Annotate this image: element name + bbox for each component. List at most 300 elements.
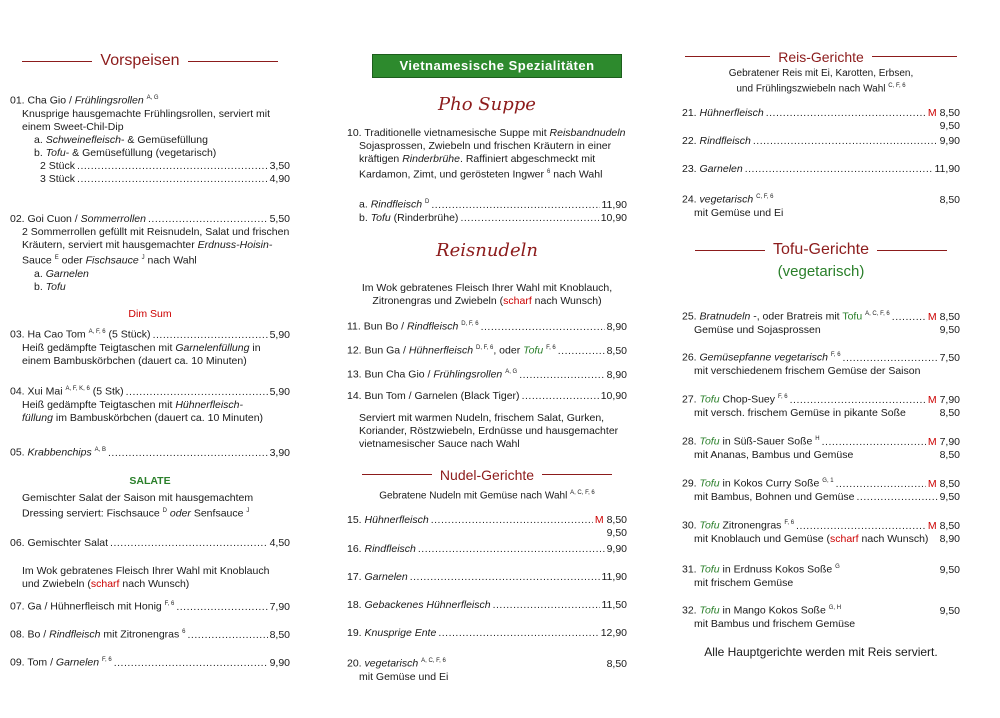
price: 9,90 — [606, 543, 627, 555]
salate-description — [10, 492, 290, 521]
item-name: 04. Xui Mai — [10, 385, 63, 398]
subsection-title-dimsum: Dim Sum — [128, 308, 172, 320]
price-row — [347, 599, 627, 612]
size-label: M — [927, 519, 937, 532]
item-description: Heiß gedämpfte Teigtaschen mit — [22, 341, 176, 354]
price-row — [682, 308, 960, 324]
allergen-codes: A, C, F, 6 — [865, 311, 890, 317]
tofu-subtitle: (vegetarisch) — [777, 263, 865, 280]
menu-item-06 — [10, 537, 290, 550]
item-description: mit frischem Gemüse — [694, 576, 794, 589]
section-title-reisnudeln: Reisnudeln — [436, 240, 538, 261]
item-name-italic: Garnelen — [55, 656, 100, 669]
item-name: 15. — [347, 514, 365, 526]
menu-item-07 — [10, 598, 290, 614]
item-name-italic: Garnelen — [364, 571, 408, 583]
price: 9,50 — [939, 604, 960, 617]
price-row — [10, 326, 290, 342]
item-description: nach Wunsch) — [858, 532, 929, 545]
size-label: M — [927, 310, 937, 323]
tofu-label: Tofu — [699, 477, 720, 490]
price: 8,50 — [939, 310, 960, 323]
item-description: Gemüse und Sojasprossen — [694, 323, 821, 336]
menu-item-23 — [682, 163, 960, 176]
price: 8,50 — [606, 514, 627, 526]
item-name-italic: vegetarisch — [699, 193, 754, 206]
item-description: Heiß gedämpfte Teigtaschen mit — [22, 398, 176, 411]
price-row — [682, 475, 960, 491]
price: 11,90 — [601, 571, 627, 583]
item-description: Kardamon, Zimt, und gerösteten Ingwer — [359, 168, 545, 181]
section-header-vorspeisen — [10, 52, 290, 70]
item-description: nach Wahl — [550, 168, 603, 181]
item-name: Chop-Suey — [719, 393, 776, 406]
item-name-italic: Rindfleisch — [699, 135, 751, 147]
item-qty: (5 Stück) — [105, 328, 151, 341]
allergen-codes: F, 6 — [777, 394, 788, 400]
price: 8,50 — [606, 344, 627, 357]
price: 7,90 — [939, 435, 960, 448]
item-name: in Kokos Curry Soße — [719, 477, 820, 490]
portion-label: 2 Stück — [40, 159, 76, 172]
item-description: Sojasprossen, Zwiebeln und frischen Kräutern in einer — [359, 140, 612, 152]
item-name: 31. — [682, 563, 700, 576]
price: 8,50 — [606, 657, 627, 670]
item-name-italic: Hühnerfleisch — [408, 344, 474, 357]
item-name-italic: Rindfleisch — [406, 320, 459, 333]
wok-description — [10, 565, 290, 591]
item-description-italic: Rinderbrühe — [402, 153, 460, 165]
item-name-italic: Sommerrollen — [80, 213, 146, 225]
item-name: 16. — [347, 543, 365, 555]
divider — [685, 56, 770, 57]
price-row — [347, 390, 627, 403]
item-description: oder — [58, 254, 86, 267]
subsection-title-salate: SALATE — [129, 475, 171, 487]
item-name-italic: Frühlingsrollen — [433, 368, 503, 381]
menu-item-27 — [682, 391, 960, 420]
price-row — [10, 213, 290, 226]
allergen-codes: F, 6 — [164, 601, 175, 607]
menu-item-10 — [347, 127, 627, 182]
allergen-codes: D — [162, 508, 167, 514]
option-name: Tofu — [45, 146, 66, 159]
price-row — [10, 444, 290, 460]
price: 8,50 — [939, 193, 960, 206]
item-name-italic: Rindfleisch — [49, 628, 101, 641]
menu-item-22 — [682, 135, 960, 148]
item-name: 29. — [682, 477, 700, 490]
price-row — [682, 391, 960, 407]
item-name: 05. — [10, 446, 28, 459]
item-name: mit Zitronengras — [100, 628, 180, 641]
allergen-codes: H — [815, 436, 820, 442]
item-description-italic: Garnelenfüllung — [175, 341, 250, 354]
price: 9,50 — [939, 563, 960, 576]
price-row — [347, 571, 627, 584]
menu-item-10-options — [347, 196, 627, 225]
tofu-label: Tofu — [699, 435, 720, 448]
item-description: mit verschiedenem frischem Gemüse der Saison — [694, 364, 921, 377]
item-name: 32. — [682, 604, 700, 617]
item-name: 11. Bun Bo / — [347, 320, 407, 333]
menu-item-19 — [347, 627, 627, 640]
tofu-label: Tofu — [523, 344, 544, 357]
menu-item-05 — [10, 444, 290, 460]
item-name: 12. Bun Ga / — [347, 344, 409, 357]
item-description: in — [249, 341, 261, 354]
item-name: 25. — [682, 310, 700, 323]
price: 3,90 — [269, 446, 290, 459]
item-name: 22. — [682, 135, 700, 147]
item-name: 27. — [682, 393, 700, 406]
item-name: in Mango Kokos Soße — [719, 604, 826, 617]
price-row — [682, 107, 960, 120]
section-title: Tofu-Gerichte — [772, 241, 870, 258]
allergen-codes: A, B — [94, 447, 106, 453]
option-label: b. — [34, 146, 46, 159]
item-name-italic: Gebackenes Hühnerfleisch — [364, 599, 491, 611]
price: 5,90 — [269, 385, 290, 398]
section-subtitle: Gebratene Nudeln mit Gemüse nach Wahl — [379, 490, 568, 502]
price-row — [10, 598, 290, 614]
section-header-nudel — [347, 466, 627, 484]
price: 11,50 — [601, 599, 627, 611]
allergen-codes: A, G — [505, 369, 518, 375]
menu-item-28 — [682, 433, 960, 462]
price-row — [682, 324, 960, 337]
price-large: 9,50 — [939, 490, 960, 503]
option-name: Tofu — [45, 280, 66, 293]
size-label: M — [927, 393, 937, 406]
item-name: 24. — [682, 193, 700, 206]
menu-item-03 — [10, 326, 290, 368]
price: 10,90 — [600, 390, 627, 402]
price-large: 8,90 — [939, 532, 960, 545]
menu-item-09 — [10, 654, 290, 670]
price: 7,90 — [939, 393, 960, 406]
price-row — [682, 433, 960, 449]
spicy-label: scharf — [503, 295, 532, 307]
divider — [22, 61, 92, 62]
item-name-italic: Krabbenchips — [27, 446, 92, 459]
price-row — [10, 537, 290, 550]
menu-item-21 — [682, 107, 960, 133]
price: 8,50 — [939, 107, 960, 119]
item-name-italic: Hühnerfleisch — [699, 107, 764, 119]
item-description: 2 Sommerrollen gefüllt mit Reisnudeln, Salat und frischen — [22, 226, 290, 238]
spicy-label: scharf — [90, 578, 120, 590]
allergen-codes: F, 6 — [102, 657, 112, 663]
item-description: Im Wok gebratenes Fleisch Ihrer Wahl mit Knoblauch — [22, 565, 270, 577]
option-label: b. — [34, 280, 46, 293]
allergen-codes: A, C, F, 6 — [421, 658, 446, 664]
footer-note: Alle Hauptgerichte werden mit Reis serviert. — [704, 645, 938, 659]
item-description: mit Bambus und frischem Gemüse — [694, 617, 856, 630]
price-row — [682, 163, 960, 176]
item-name-italic: Knusprige Ente — [364, 627, 437, 639]
item-name-italic: Hühnerfleisch — [364, 514, 429, 526]
menu-item-13 — [347, 366, 627, 382]
tofu-label: Tofu — [699, 393, 720, 406]
item-name: 18. — [347, 599, 365, 611]
item-name: 30. — [682, 519, 700, 532]
menu-item-20 — [347, 655, 627, 684]
menu-item-15 — [347, 514, 627, 540]
price: 11,90 — [934, 163, 960, 175]
menu-item-18 — [347, 599, 627, 612]
item-description: nach Wahl — [144, 254, 197, 267]
section-title-pho: Pho Suppe — [438, 94, 536, 115]
item-name: 20. — [347, 657, 365, 670]
menu-item-17 — [347, 571, 627, 584]
item-description: nach Wunsch) — [119, 578, 190, 590]
price: 8,50 — [269, 628, 290, 641]
item-description: mit Gemüse und Ei — [359, 670, 449, 683]
tofu-label: Tofu — [699, 563, 720, 576]
price-row — [682, 517, 960, 533]
price-large: 8,50 — [939, 448, 960, 461]
menu-item-25 — [682, 308, 960, 337]
item-name-italic: vegetarisch — [364, 657, 419, 670]
item-name: 28. — [682, 435, 700, 448]
item-description: mit Ananas, Bambus und Gemüse — [694, 448, 854, 461]
price: 5,50 — [269, 213, 290, 225]
divider — [877, 250, 947, 251]
allergen-codes: D, F, 6 — [461, 321, 479, 327]
divider — [188, 61, 278, 62]
allergen-codes: C, F, 6 — [756, 194, 774, 200]
item-name: 06. Gemischter Salat — [10, 537, 109, 549]
spicy-label: scharf — [830, 532, 859, 545]
price: 10,90 — [600, 211, 627, 224]
price-large: 9,50 — [939, 120, 960, 132]
tofu-label: Tofu — [842, 310, 863, 323]
item-description: Serviert mit warmen Nudeln, frischem Salat, Gurken, — [359, 412, 605, 424]
item-description: Gemischter Salat der Saison mit hausgemachtem — [22, 492, 254, 504]
section-title: Reis-Gerichte — [778, 48, 864, 65]
item-description: mit versch. frischem Gemüse in pikante Soße — [694, 406, 906, 419]
divider — [362, 474, 432, 475]
item-description: . Raffiniert abgeschmeckt mit — [460, 153, 596, 165]
price-row — [682, 407, 960, 420]
allergen-codes: C, F, 6 — [888, 83, 906, 89]
allergen-codes: G, H — [828, 605, 842, 611]
item-name: in Erdnuss Kokos Soße — [719, 563, 833, 576]
price: 9,90 — [939, 135, 960, 147]
item-name: 03. Ha Cao Tom — [10, 328, 86, 341]
tofu-label: Tofu — [699, 604, 720, 617]
item-description: nach Wunsch) — [531, 295, 602, 307]
price-large: 9,50 — [939, 323, 960, 336]
price: 8,50 — [939, 519, 960, 532]
item-description-italic: Hühnerfleisch- — [175, 398, 244, 411]
item-qty: (5 Stk) — [89, 385, 124, 398]
item-name: , oder — [493, 344, 524, 357]
allergen-codes: 6 — [182, 629, 186, 635]
section-subtitle: und Frühlingszwiebeln nach Wahl — [736, 83, 886, 95]
item-name: 09. Tom / — [10, 656, 56, 669]
menu-item-26 — [682, 349, 960, 378]
item-name-italic: Bratnudeln — [699, 310, 751, 323]
price: 12,90 — [600, 627, 627, 639]
price: 11,90 — [601, 198, 627, 211]
portion-label: 3 Stück — [40, 172, 76, 185]
item-description: 10. Traditionelle vietnamesische Suppe mit — [347, 127, 550, 139]
item-description-italic: oder — [166, 507, 194, 520]
allergen-codes: J — [141, 255, 145, 261]
price-row — [347, 342, 627, 358]
menu-item-01 — [10, 92, 290, 186]
menu-item-02 — [10, 213, 290, 294]
price-row — [10, 160, 290, 173]
item-name: 08. Bo / — [10, 628, 50, 641]
price-row — [10, 383, 290, 399]
allergen-codes: A, F, K, 6 — [65, 386, 90, 392]
option-text: - & Gemüsefüllung — [120, 133, 208, 146]
allergen-codes: G — [835, 564, 840, 570]
price: 8,50 — [939, 477, 960, 490]
banner-vietnamese-specialties: Vietnamesische Spezialitäten — [372, 54, 622, 78]
item-description: vietnamesischer Sauce nach Wahl — [359, 438, 520, 450]
menu-item-08 — [10, 626, 290, 642]
item-description: einem Bambuskörbchen (dauert ca. 10 Minuten) — [22, 354, 247, 367]
item-name: Zitronengras — [719, 519, 782, 532]
option-label: b. — [359, 211, 371, 224]
option-name: Tofu — [370, 211, 391, 224]
price-row — [682, 135, 960, 148]
menu-item-29 — [682, 475, 960, 504]
item-description-italic: Erdnuss-Hoisin- — [197, 239, 273, 251]
section-subtitle: Gebratener Reis mit Ei, Karotten, Erbsen, — [728, 68, 914, 79]
price-row — [682, 191, 960, 207]
menu-item-04 — [10, 383, 290, 425]
price-row — [682, 561, 960, 577]
price-large: 8,50 — [939, 406, 960, 419]
item-name: 01. Cha Gio / — [10, 94, 75, 107]
allergen-codes: F, 6 — [546, 345, 556, 351]
item-name: 14. Bun Tom / Garnelen (Black Tiger) — [347, 390, 520, 402]
allergen-codes: A, C, F, 6 — [570, 490, 595, 496]
size-label: M — [927, 477, 937, 490]
item-name: 19. — [347, 627, 365, 639]
option-name: Garnelen — [45, 267, 89, 280]
section-title: Nudel-Gerichte — [439, 466, 535, 483]
price-row — [10, 173, 290, 186]
price-row — [10, 626, 290, 642]
item-name: 02. Goi Cuon / — [10, 213, 81, 225]
item-description: Knusprige hausgemachte Frühlingsrollen, serviert mit — [22, 107, 271, 120]
menu-item-16 — [347, 543, 627, 556]
divider — [542, 474, 612, 475]
menu-item-32 — [682, 602, 960, 631]
item-description-italic: Fischsauce — [85, 254, 139, 267]
item-description: einem Sweet-Chil-Dip — [22, 120, 124, 133]
item-name-italic: Gemüsepfanne vegetarisch — [699, 351, 828, 364]
price-row — [682, 491, 960, 504]
price-row — [347, 366, 627, 382]
item-name: -, oder Bratreis mit — [750, 310, 843, 323]
tofu-label: Tofu — [699, 519, 720, 532]
allergen-codes: F, 6 — [830, 352, 841, 358]
item-description: und Zwiebeln ( — [22, 578, 91, 590]
allergen-codes: D — [424, 199, 430, 205]
item-name-italic: Rindfleisch — [364, 543, 416, 555]
menu-item-14-description — [347, 412, 627, 451]
item-name: in Süß-Sauer Soße — [719, 435, 813, 448]
price-row — [347, 627, 627, 640]
price-row — [347, 514, 627, 527]
item-name: 23. — [682, 163, 700, 175]
item-description: Sauce — [22, 254, 52, 267]
item-description-italic: Reisbandnudeln — [549, 127, 626, 139]
item-description: mit Knoblauch und Gemüse ( — [694, 532, 830, 545]
option-name: Rindfleisch — [370, 198, 423, 211]
price-large: 9,50 — [606, 527, 627, 539]
nudel-subtitle — [347, 487, 627, 502]
allergen-codes: 6 — [546, 169, 551, 175]
price-row — [10, 654, 290, 670]
allergen-codes: G, 1 — [822, 478, 834, 484]
price: 7,50 — [939, 351, 960, 364]
item-description: Koriander, Röstzwiebeln, Erdnüsse und hausgemachter — [359, 425, 619, 437]
allergen-codes: E — [54, 255, 59, 261]
item-name: 21. — [682, 107, 700, 119]
item-description: Senfsauce — [193, 507, 244, 520]
price-row — [682, 449, 960, 462]
divider — [695, 250, 765, 251]
price-row — [347, 196, 627, 212]
option-text: (Rinderbrühe) — [390, 211, 459, 224]
allergen-codes: F, 6 — [784, 520, 795, 526]
item-name: 26. — [682, 351, 700, 364]
menu-item-24 — [682, 191, 960, 220]
option-label: a. — [359, 198, 371, 211]
price: 4,90 — [269, 172, 290, 185]
price: 8,90 — [606, 368, 627, 381]
item-description-italic: füllung — [22, 411, 53, 424]
option-label: a. — [34, 133, 46, 146]
option-text: - & Gemüsefüllung (vegetarisch) — [65, 146, 217, 159]
price-row — [682, 602, 960, 618]
price-row — [347, 655, 627, 671]
price-row — [682, 533, 960, 546]
item-name: 13. Bun Cha Gio / — [347, 368, 434, 381]
item-name: 07. Ga / Hühnerfleisch mit Honig — [10, 600, 162, 613]
menu-item-14 — [347, 390, 627, 403]
item-description: Kräutern, serviert mit hausgemachter — [22, 239, 198, 251]
allergen-codes: A, F, 6 — [88, 329, 106, 335]
item-description: mit Gemüse und Ei — [694, 206, 784, 219]
item-description: Im Wok gebratenes Fleisch Ihrer Wahl mit Knoblauch, — [361, 282, 613, 294]
price: 7,90 — [269, 600, 290, 613]
item-description: mit Bambus, Bohnen und Gemüse — [694, 490, 855, 503]
menu-item-11 — [347, 318, 627, 334]
price: 4,50 — [269, 537, 290, 549]
allergen-codes: A, G — [146, 95, 159, 101]
section-title: Vorspeisen — [100, 52, 180, 69]
allergen-codes: D, F, 6 — [476, 345, 494, 351]
size-label: M — [927, 107, 937, 119]
price: 8,90 — [606, 320, 627, 333]
price-row — [347, 543, 627, 556]
item-name: 17. — [347, 571, 365, 583]
allergen-codes: J — [246, 508, 250, 514]
menu-item-31 — [682, 561, 960, 590]
item-name-italic: Garnelen — [699, 163, 743, 175]
item-description: kräftigen — [359, 153, 403, 165]
price-row — [347, 318, 627, 334]
